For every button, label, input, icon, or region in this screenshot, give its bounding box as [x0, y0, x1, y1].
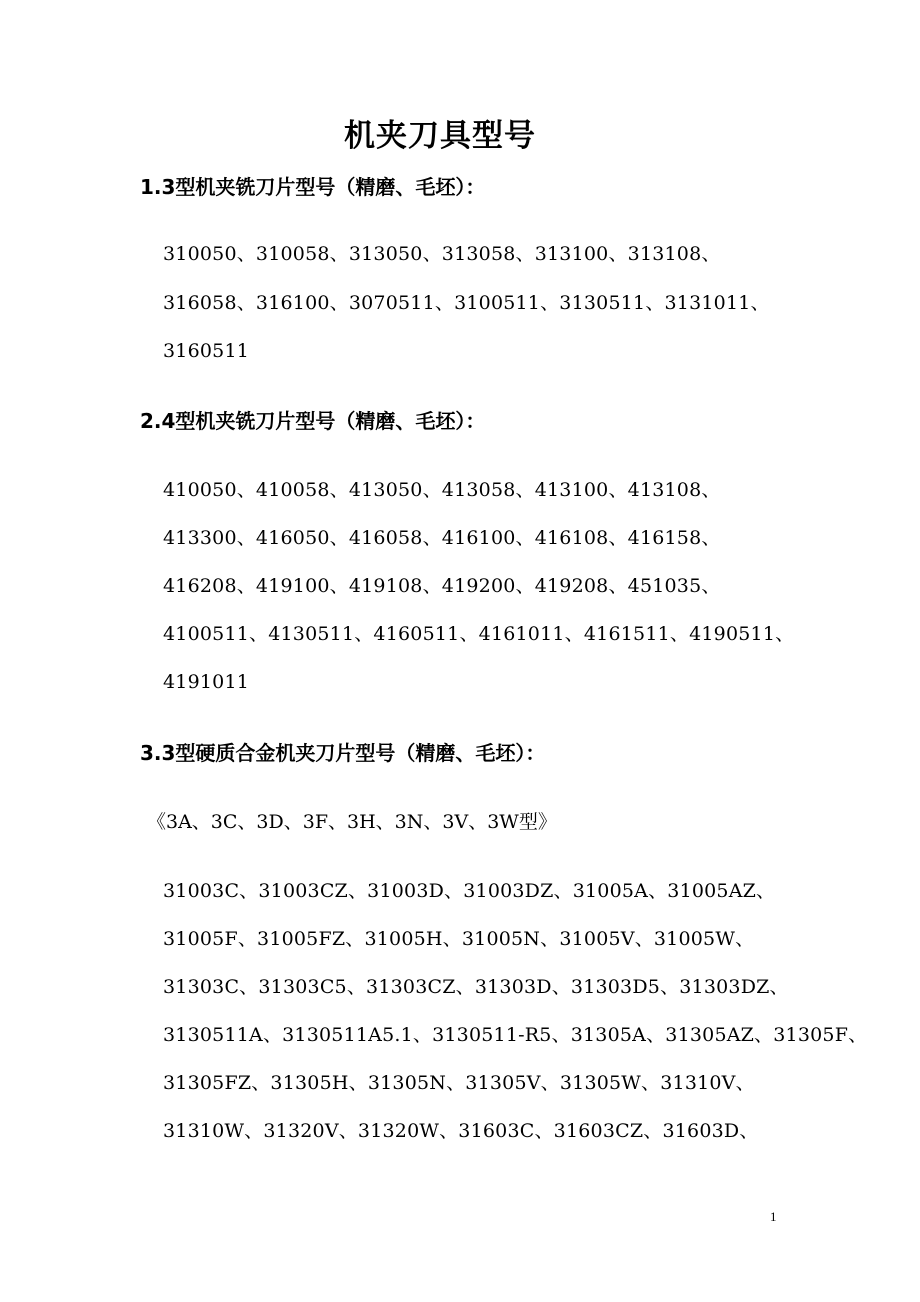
section-2-line: 416208、419100、419108、419200、419208、451035、: [163, 575, 721, 597]
section-3-line: 3130511A、3130511A5.1、3130511-R5、31305A、31305AZ、31305F、: [163, 1024, 868, 1046]
section-1-line: 3160511: [163, 340, 250, 362]
subtype-list: 《3A、3C、3D、3F、3H、3N、3V、3W型》: [147, 811, 557, 833]
section-heading-2: 2.4型机夹铣刀片型号（精磨、毛坯）：: [140, 409, 486, 433]
section-1-line: 316058、316100、3070511、3100511、3130511、3131011、: [163, 292, 770, 314]
document-title: 机夹刀具型号: [344, 118, 536, 154]
section-1-line: 310050、310058、313050、313058、313100、313108、: [163, 243, 721, 265]
section-3-line: 31005F、31005FZ、31005H、31005N、31005V、31005W、: [163, 928, 755, 950]
section-heading-1: 1.3型机夹铣刀片型号（精磨、毛坯）：: [140, 175, 486, 199]
section-2-line: 413300、416050、416058、416100、416108、416158、: [163, 527, 721, 549]
section-2-line: 4100511、4130511、4160511、4161011、4161511、4190511、: [163, 623, 795, 645]
section-3-line: 31003C、31003CZ、31003D、31003DZ、31005A、31005AZ、: [163, 880, 776, 902]
page-number: 1: [770, 1209, 777, 1224]
section-2-line: 4191011: [163, 671, 250, 693]
section-3-line: 31310W、31320V、31320W、31603C、31603CZ、31603D、: [163, 1120, 759, 1142]
section-3-line: 31303C、31303C5、31303CZ、31303D、31303D5、31303DZ、: [163, 976, 789, 998]
section-heading-3: 3.3型硬质合金机夹刀片型号（精磨、毛坯）：: [140, 741, 546, 765]
section-2-line: 410050、410058、413050、413058、413100、413108、: [163, 479, 721, 501]
section-3-line: 31305FZ、31305H、31305N、31305V、31305W、31310V、: [163, 1072, 755, 1094]
